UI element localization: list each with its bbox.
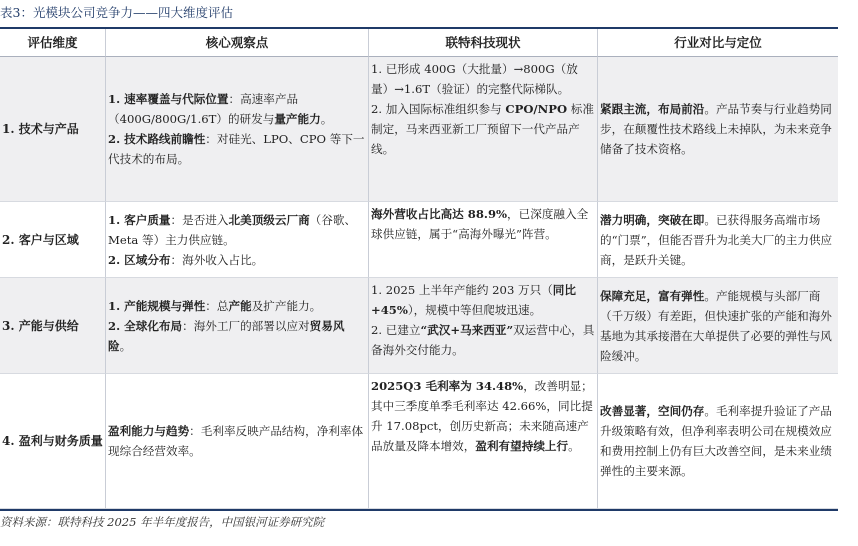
header-position: 行业对比与定位 [598,29,838,57]
row3-status-line1: 1. 2025 上半年产能约 203 万只（同比+45%），规模中等但爬坡迅速。 [371,283,576,317]
row3-dimension: 3. 产能与供给 [0,278,106,374]
row3-status [369,278,598,374]
row4-position: 改善显著，空间仍存。毛利率提升验证了产品升级策略有效，但净利率表明公司在规模效应和费用控制上仍有巨大改善空间，是未来业绩弹性的主要来源。 [598,374,838,509]
row2-status: 海外营收占比高达 88.9%，已深度融入全球供应链，属于“高海外曝光”阵营。 [369,202,598,278]
row3-obs-line1: 1. 产能规模与弹性：总产能及扩产能力。 [108,298,322,313]
row1-status [369,57,598,202]
row4-status: 2025Q3 毛利率为 34.48%，改善明显；其中三季度单季毛利率达 42.66%，同比提升 17.08pct，创历史新高；未来随高速产品放量及降本增效，盈利有望持续上行。 [369,374,598,509]
row1-dimension: 1. 技术与产品 [0,57,106,202]
row2-obs-line2: 2. 区域分布：海外收入占比。 [108,252,264,267]
row1-obs-line1: 1. 速率覆盖与代际位置：高速率产品（400G/800G/1.6T）的研发与量产能力。 [108,92,333,126]
row4-dimension: 4. 盈利与财务质量 [0,374,106,509]
header-status: 联特科技现状 [369,29,598,57]
row3-status-line2: 2. 已建立“武汉+马来西亚”双运营中心，具备海外交付能力。 [371,323,595,357]
row1-status-line2: 2. 加入国际标准组织参与 CPO/NPO 标准制定，马来西亚新工厂预留下一代产品产线。 [371,102,594,156]
row3-observation [106,278,369,374]
row4-observation: 盈利能力与趋势：毛利率反映产品结构，净利率体现综合经营效率。 [106,374,369,509]
row1-position: 紧跟主流，布局前沿。产品节奏与行业趋势同步，在颠覆性技术路线上未掉队，为未来竞争储备了技术资格。 [598,57,838,202]
row2-obs-line1: 1. 客户质量：是否进入北美顶级云厂商（谷歌、Meta 等）主力供应链。 [108,212,357,247]
row2-dimension: 2. 客户与区域 [0,202,106,278]
row1-obs-line2: 2. 技术路线前瞻性：对硅光、LPO、CPO 等下一代技术的布局。 [108,132,365,166]
evaluation-table [0,29,838,509]
table-title: 表3：光模块公司竞争力——四大维度评估 [0,5,233,20]
header-dimension: 评估维度 [0,29,106,57]
header-observation: 核心观察点 [106,29,369,57]
row2-position: 潜力明确，突破在即。已获得服务高端市场的“门票”，但能否晋升为北美大厂的主力供应商，是跃升关键。 [598,202,838,278]
row3-position: 保障充足，富有弹性。产能规模与头部厂商（千万级）有差距，但快速扩张的产能和海外基地为其承接潜在大单提供了必要的弹性与风险缓冲。 [598,278,838,374]
row2-observation [106,202,369,278]
table-bottom-rule [0,509,838,511]
row1-status-line1: 1. 已形成 400G（大批量）→800G（放量）→1.6T（验证）的完整代际梯队。 [371,62,578,96]
row3-obs-line2: 2. 全球化布局：海外工厂的部署以应对贸易风险。 [108,318,345,353]
source-note: 资料来源：联特科技 2025 年半年度报告，中国银河证券研究院 [0,515,325,529]
row1-observation [106,57,369,202]
